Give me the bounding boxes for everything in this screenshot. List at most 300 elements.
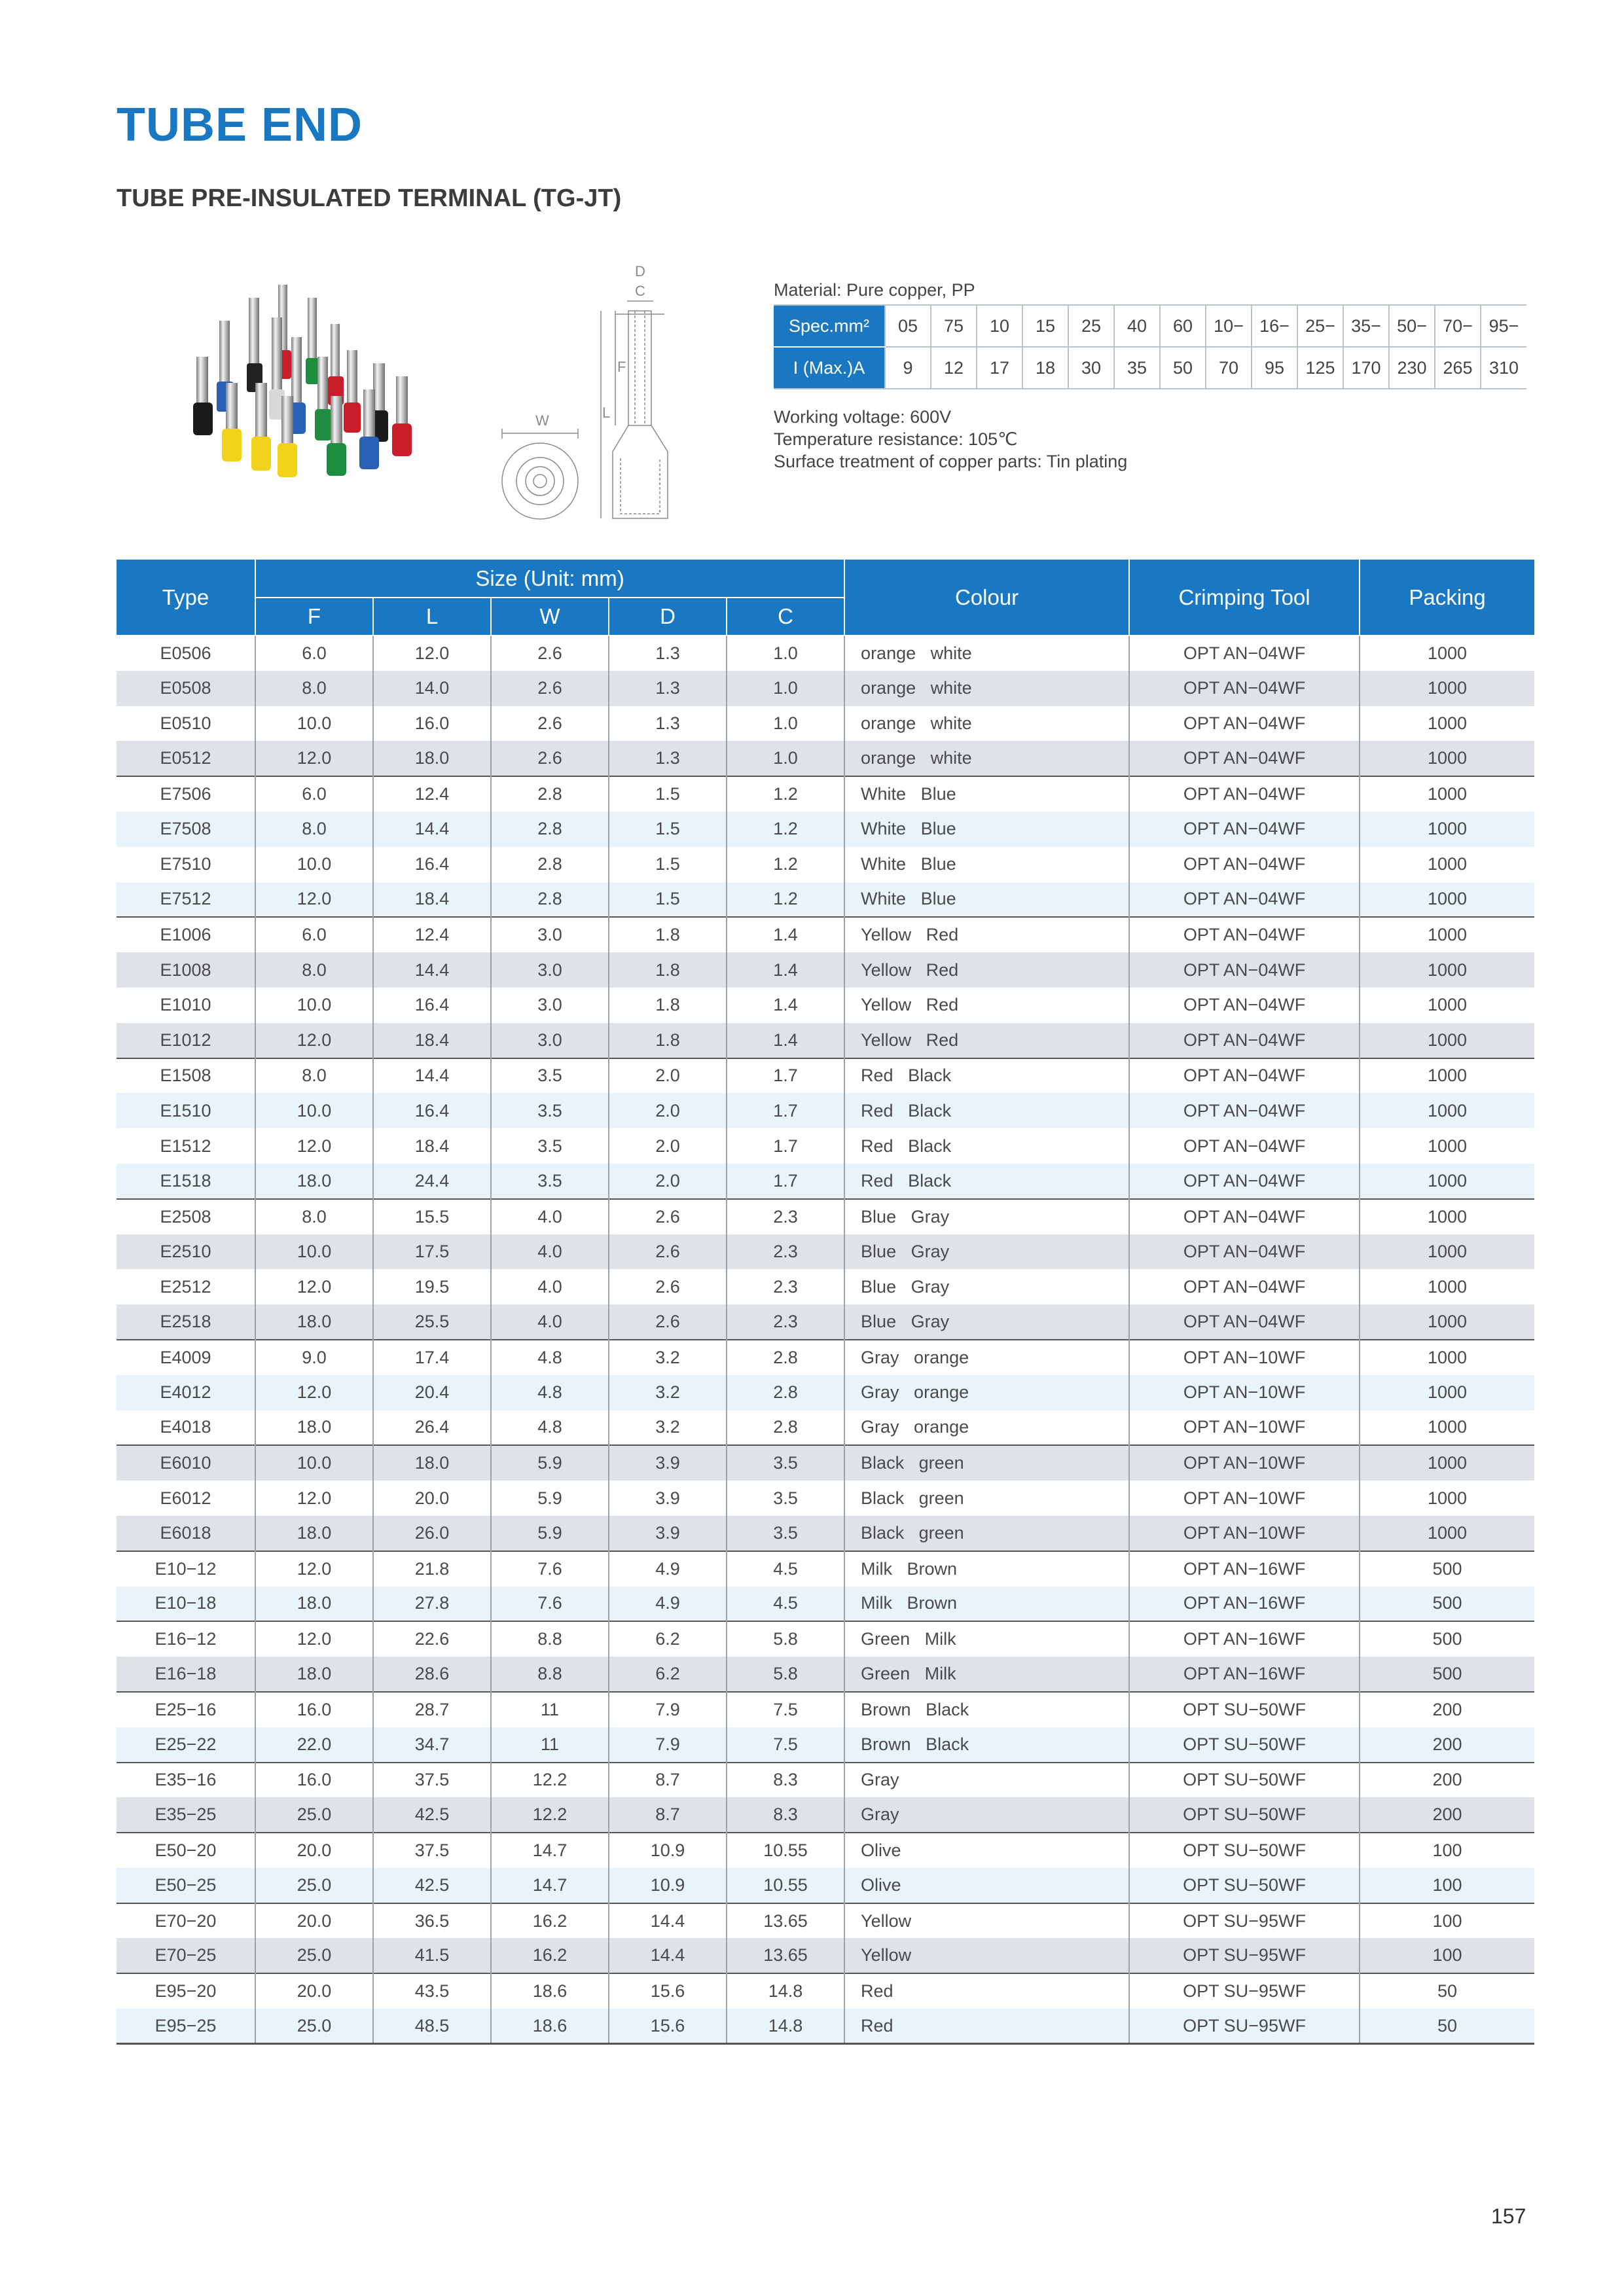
cell-l: 16.4 (373, 847, 491, 882)
cell-tool: OPT AN−10WF (1129, 1410, 1360, 1446)
cell-w: 16.2 (491, 1938, 609, 1973)
header-packing: Packing (1360, 560, 1534, 636)
cell-colour: Yellow Red (844, 917, 1129, 952)
spec-cell: 75 (931, 305, 977, 347)
cell-colour: Yellow (844, 1938, 1129, 1973)
cell-f: 8.0 (255, 671, 373, 706)
cell-f: 6.0 (255, 776, 373, 812)
cell-w: 2.8 (491, 882, 609, 918)
cell-packing: 100 (1360, 1903, 1534, 1939)
cell-f: 20.0 (255, 1903, 373, 1939)
cell-colour: Brown Black (844, 1727, 1129, 1763)
cell-tool: OPT SU−50WF (1129, 1833, 1360, 1868)
cell-c: 13.65 (727, 1903, 844, 1939)
cell-type: E1008 (117, 952, 255, 988)
table-row (117, 882, 1534, 918)
cell-f: 20.0 (255, 1973, 373, 2009)
table-row (117, 706, 1534, 742)
plating-note: Surface treatment of copper parts: Tin plating (774, 452, 1128, 471)
cell-w: 8.8 (491, 1657, 609, 1692)
technical-drawing (484, 262, 733, 530)
cell-packing: 1000 (1428, 854, 1468, 874)
cell-colour: Red Black (844, 1164, 1129, 1199)
cell-w: 2.8 (491, 847, 609, 882)
current-cell: 125 (1297, 347, 1343, 389)
cell-f: 12.0 (255, 1621, 373, 1657)
cell-packing: 1000 (1428, 748, 1468, 768)
cell-type: E16−12 (117, 1621, 255, 1657)
cell-type: E16−18 (117, 1657, 255, 1692)
cell-l: 12.0 (373, 636, 491, 671)
cell-l: 18.4 (373, 1128, 491, 1164)
table-row (117, 1657, 1534, 1692)
cell-tool: OPT SU−95WF (1129, 1973, 1360, 2009)
cell-tool: OPT AN−04WF (1129, 776, 1360, 812)
cell-tool: OPT AN−04WF (1129, 706, 1360, 742)
cell-d: 3.2 (609, 1375, 727, 1410)
table-row (117, 917, 1534, 952)
cell-c: 2.3 (727, 1269, 844, 1304)
spec-cell: 16− (1252, 305, 1297, 347)
cell-l: 18.4 (373, 882, 491, 918)
cell-type: E70−25 (117, 1938, 255, 1973)
cell-packing: 1000 (1428, 678, 1468, 698)
cell-c: 5.8 (727, 1657, 844, 1692)
table-row (117, 1763, 1534, 1798)
cell-colour: White Blue (844, 882, 1129, 918)
cell-w: 2.8 (491, 776, 609, 812)
table-row (117, 1199, 1534, 1234)
cell-d: 2.6 (609, 1199, 727, 1234)
cell-packing: 1000 (1428, 819, 1468, 839)
header-type: Type (117, 560, 255, 636)
spec-cell: 95− (1481, 305, 1526, 347)
header-d: D (609, 598, 727, 636)
header-f: F (255, 598, 373, 636)
cell-f: 10.0 (255, 1445, 373, 1480)
cell-c: 7.5 (727, 1692, 844, 1727)
cell-type: E7510 (117, 847, 255, 882)
current-cell: 95 (1252, 347, 1297, 389)
cell-tool: OPT AN−04WF (1129, 917, 1360, 952)
cell-colour: Gray orange (844, 1375, 1129, 1410)
cell-d: 1.8 (609, 1023, 727, 1058)
cell-type: E4009 (117, 1340, 255, 1375)
cell-w: 2.8 (491, 812, 609, 847)
cell-l: 19.5 (373, 1269, 491, 1304)
cell-f: 22.0 (255, 1727, 373, 1763)
cell-type: E35−25 (117, 1797, 255, 1833)
spec-cell: 50− (1389, 305, 1435, 347)
cell-d: 1.5 (609, 812, 727, 847)
cell-l: 43.5 (373, 1973, 491, 2009)
cell-type: E4018 (117, 1410, 255, 1446)
cell-w: 4.0 (491, 1304, 609, 1340)
cell-tool: OPT AN−04WF (1129, 812, 1360, 847)
cell-d: 2.6 (609, 1234, 727, 1270)
table-row (117, 1692, 1534, 1727)
header-crimping-tool: Crimping Tool (1129, 560, 1360, 636)
cell-l: 24.4 (373, 1164, 491, 1199)
cell-colour: Green Milk (844, 1657, 1129, 1692)
cell-colour: Green Milk (844, 1621, 1129, 1657)
cell-tool: OPT AN−04WF (1129, 1269, 1360, 1304)
cell-colour: Red Black (844, 1093, 1129, 1128)
cell-w: 11 (491, 1692, 609, 1727)
cell-l: 14.4 (373, 952, 491, 988)
dim-label-d: D (635, 263, 645, 279)
cell-f: 10.0 (255, 847, 373, 882)
cell-d: 6.2 (609, 1621, 727, 1657)
cell-packing: 500 (1432, 1593, 1462, 1613)
cell-w: 12.2 (491, 1763, 609, 1798)
cell-type: E2508 (117, 1199, 255, 1234)
cell-type: E1512 (117, 1128, 255, 1164)
cell-w: 14.7 (491, 1833, 609, 1868)
cell-c: 14.8 (727, 1973, 844, 2009)
header-l: L (373, 598, 491, 636)
cell-d: 7.9 (609, 1692, 727, 1727)
cell-c: 2.3 (727, 1234, 844, 1270)
cell-l: 48.5 (373, 2009, 491, 2044)
table-row (117, 1797, 1534, 1833)
spec-cell: 25− (1297, 305, 1343, 347)
cell-w: 5.9 (491, 1480, 609, 1516)
cell-l: 42.5 (373, 1797, 491, 1833)
cell-d: 1.5 (609, 882, 727, 918)
cell-w: 4.0 (491, 1234, 609, 1270)
cell-l: 14.4 (373, 812, 491, 847)
dim-label-c: C (635, 283, 645, 299)
cell-l: 28.7 (373, 1692, 491, 1727)
cell-l: 18.4 (373, 1023, 491, 1058)
cell-type: E2518 (117, 1304, 255, 1340)
cell-type: E1518 (117, 1164, 255, 1199)
cell-type: E1012 (117, 1023, 255, 1058)
cell-tool: OPT AN−04WF (1129, 988, 1360, 1023)
cell-packing: 200 (1360, 1763, 1534, 1798)
table-row (117, 952, 1534, 988)
cell-c: 1.0 (727, 636, 844, 671)
cell-f: 6.0 (255, 917, 373, 952)
voltage-note: Working voltage: 600V (774, 407, 952, 427)
cell-tool: OPT AN−04WF (1129, 1023, 1360, 1058)
dim-label-w: W (535, 412, 549, 429)
cell-packing: 1000 (1428, 1382, 1468, 1403)
cell-l: 21.8 (373, 1551, 491, 1587)
cell-c: 1.0 (727, 671, 844, 706)
cell-tool: OPT AN−10WF (1129, 1480, 1360, 1516)
cell-colour: Olive (844, 1833, 1129, 1868)
current-cell: 265 (1435, 347, 1481, 389)
cell-type: E10−12 (117, 1551, 255, 1587)
cell-d: 3.9 (609, 1516, 727, 1551)
cell-colour: Red Black (844, 1058, 1129, 1094)
cell-c: 13.65 (727, 1938, 844, 1973)
cell-type: E4012 (117, 1375, 255, 1410)
cell-f: 10.0 (255, 1234, 373, 1270)
cell-c: 2.8 (727, 1410, 844, 1446)
cell-colour: White Blue (844, 812, 1129, 847)
cell-tool: OPT AN−16WF (1129, 1657, 1360, 1692)
product-photo (134, 272, 468, 507)
cell-packing: 1000 (1360, 917, 1534, 952)
cell-l: 42.5 (373, 1868, 491, 1903)
cell-l: 27.8 (373, 1587, 491, 1622)
cell-c: 8.3 (727, 1797, 844, 1833)
table-row (117, 847, 1534, 882)
page-subtitle: TUBE PRE-INSULATED TERMINAL (TG-JT) (117, 185, 622, 212)
cell-packing: 100 (1432, 1945, 1462, 1965)
cell-colour: Milk Brown (844, 1587, 1129, 1622)
current-cell: 17 (977, 347, 1022, 389)
cell-tool: OPT AN−04WF (1129, 1058, 1360, 1094)
cell-w: 2.6 (491, 706, 609, 742)
cell-d: 1.8 (609, 917, 727, 952)
cell-l: 18.0 (373, 741, 491, 776)
cell-l: 17.4 (373, 1340, 491, 1375)
cell-type: E1508 (117, 1058, 255, 1094)
header-colour: Colour (844, 560, 1129, 636)
cell-f: 16.0 (255, 1763, 373, 1798)
cell-c: 2.8 (727, 1340, 844, 1375)
header-c: C (727, 598, 844, 636)
cell-c: 1.7 (727, 1093, 844, 1128)
cell-l: 22.6 (373, 1621, 491, 1657)
cell-c: 1.7 (727, 1164, 844, 1199)
cell-tool: OPT AN−10WF (1129, 1516, 1360, 1551)
cell-w: 8.8 (491, 1621, 609, 1657)
cell-c: 1.0 (727, 706, 844, 742)
table-row (117, 1410, 1534, 1446)
current-cell: 9 (885, 347, 931, 389)
cell-f: 25.0 (255, 1797, 373, 1833)
temperature-note: Temperature resistance: 105℃ (774, 429, 1018, 449)
current-cell: 30 (1068, 347, 1114, 389)
current-cell: 170 (1343, 347, 1389, 389)
cell-c: 2.3 (727, 1304, 844, 1340)
cell-f: 18.0 (255, 1516, 373, 1551)
table-row (117, 1621, 1534, 1657)
cell-d: 8.7 (609, 1763, 727, 1798)
table-row (117, 812, 1534, 847)
table-row (117, 1128, 1534, 1164)
cell-l: 28.6 (373, 1657, 491, 1692)
cell-d: 2.0 (609, 1093, 727, 1128)
cell-d: 1.5 (609, 776, 727, 812)
cell-w: 11 (491, 1727, 609, 1763)
cell-packing: 200 (1360, 1692, 1534, 1727)
cell-colour: Yellow Red (844, 1023, 1129, 1058)
cell-f: 8.0 (255, 812, 373, 847)
cell-w: 18.6 (491, 2009, 609, 2044)
table-row (117, 1058, 1534, 1094)
cell-c: 10.55 (727, 1833, 844, 1868)
page-number: 157 (1491, 2204, 1526, 2228)
cell-w: 7.6 (491, 1551, 609, 1587)
cell-d: 4.9 (609, 1587, 727, 1622)
cell-type: E25−16 (117, 1692, 255, 1727)
cell-tool: OPT SU−50WF (1129, 1763, 1360, 1798)
cell-c: 3.5 (727, 1516, 844, 1551)
dim-label-l: L (602, 404, 611, 421)
cell-l: 12.4 (373, 776, 491, 812)
cell-w: 2.6 (491, 741, 609, 776)
cell-f: 18.0 (255, 1657, 373, 1692)
cell-w: 3.0 (491, 952, 609, 988)
table-row (117, 1234, 1534, 1270)
cell-f: 12.0 (255, 1023, 373, 1058)
material-text: Material: Pure copper, PP (774, 280, 975, 300)
cell-packing: 1000 (1428, 1417, 1468, 1437)
cell-w: 4.0 (491, 1269, 609, 1304)
page-title: TUBE END (117, 99, 363, 151)
table-row (117, 1833, 1534, 1868)
cell-f: 18.0 (255, 1587, 373, 1622)
cell-c: 1.4 (727, 952, 844, 988)
cell-f: 25.0 (255, 1868, 373, 1903)
spec-cell: 10− (1206, 305, 1252, 347)
spec-cell: 25 (1068, 305, 1114, 347)
cell-d: 1.3 (609, 671, 727, 706)
table-row (117, 1516, 1534, 1551)
cell-d: 2.0 (609, 1058, 727, 1094)
spec-notes (774, 406, 1127, 473)
spec-row (774, 305, 1526, 347)
cell-d: 2.0 (609, 1128, 727, 1164)
table-row (117, 1023, 1534, 1058)
cell-d: 15.6 (609, 1973, 727, 2009)
cell-colour: Olive (844, 1868, 1129, 1903)
cell-packing: 1000 (1428, 1276, 1468, 1297)
cell-type: E7508 (117, 812, 255, 847)
cell-type: E6010 (117, 1445, 255, 1480)
cell-f: 18.0 (255, 1304, 373, 1340)
cell-f: 8.0 (255, 952, 373, 988)
table-row (117, 741, 1534, 776)
cell-colour: Yellow Red (844, 988, 1129, 1023)
cell-d: 3.2 (609, 1410, 727, 1446)
cell-d: 1.3 (609, 741, 727, 776)
cell-packing: 100 (1360, 1833, 1534, 1868)
cell-packing: 1000 (1360, 1340, 1534, 1375)
cell-l: 16.0 (373, 706, 491, 742)
cell-f: 20.0 (255, 1833, 373, 1868)
cell-tool: OPT AN−16WF (1129, 1551, 1360, 1587)
cell-f: 10.0 (255, 988, 373, 1023)
table-row (117, 1093, 1534, 1128)
cell-f: 8.0 (255, 1058, 373, 1094)
cell-d: 14.4 (609, 1903, 727, 1939)
cell-c: 2.3 (727, 1199, 844, 1234)
cell-d: 3.2 (609, 1340, 727, 1375)
cell-colour: Gray (844, 1797, 1129, 1833)
cell-d: 6.2 (609, 1657, 727, 1692)
cell-tool: OPT SU−50WF (1129, 1692, 1360, 1727)
cell-d: 2.0 (609, 1164, 727, 1199)
cell-colour: Black green (844, 1516, 1129, 1551)
table-row (117, 1164, 1534, 1199)
cell-l: 37.5 (373, 1763, 491, 1798)
cell-colour: White Blue (844, 776, 1129, 812)
cell-d: 2.6 (609, 1269, 727, 1304)
spec-cell: 05 (885, 305, 931, 347)
cell-packing: 1000 (1428, 1030, 1468, 1050)
cell-tool: OPT SU−95WF (1129, 1938, 1360, 1973)
cell-l: 17.5 (373, 1234, 491, 1270)
cell-d: 1.3 (609, 706, 727, 742)
cell-d: 1.5 (609, 847, 727, 882)
cell-tool: OPT AN−04WF (1129, 1128, 1360, 1164)
cell-packing: 500 (1360, 1621, 1534, 1657)
cell-tool: OPT SU−95WF (1129, 2009, 1360, 2044)
cell-packing: 1000 (1360, 776, 1534, 812)
current-cell: 230 (1389, 347, 1435, 389)
cell-tool: OPT AN−10WF (1129, 1375, 1360, 1410)
cell-colour: Yellow Red (844, 952, 1129, 988)
cell-packing: 1000 (1428, 713, 1468, 733)
table-row (117, 1375, 1534, 1410)
table-row (117, 1868, 1534, 1903)
cell-type: E1006 (117, 917, 255, 952)
cell-w: 3.0 (491, 988, 609, 1023)
cell-packing: 1000 (1360, 1445, 1534, 1480)
cell-w: 3.5 (491, 1164, 609, 1199)
table-row (117, 1480, 1534, 1516)
cell-type: E6012 (117, 1480, 255, 1516)
cell-l: 16.4 (373, 1093, 491, 1128)
cell-packing: 1000 (1428, 995, 1468, 1015)
cell-w: 4.8 (491, 1340, 609, 1375)
cell-packing: 1000 (1428, 1136, 1468, 1156)
cell-f: 12.0 (255, 741, 373, 776)
cell-f: 12.0 (255, 1128, 373, 1164)
cell-packing: 200 (1432, 1804, 1462, 1825)
cell-packing: 50 (1360, 1973, 1534, 2009)
spec-label: Spec.mm² (774, 305, 885, 347)
cell-type: E95−20 (117, 1973, 255, 2009)
table-row (117, 1269, 1534, 1304)
cell-c: 8.3 (727, 1763, 844, 1798)
cell-c: 1.2 (727, 776, 844, 812)
table-row (117, 671, 1534, 706)
cell-tool: OPT AN−04WF (1129, 1304, 1360, 1340)
cell-l: 36.5 (373, 1903, 491, 1939)
cell-l: 26.4 (373, 1410, 491, 1446)
cell-d: 7.9 (609, 1727, 727, 1763)
cell-type: E7512 (117, 882, 255, 918)
cell-l: 14.4 (373, 1058, 491, 1094)
cell-packing: 50 (1360, 2009, 1534, 2044)
cell-tool: OPT AN−04WF (1129, 636, 1360, 671)
cell-packing: 1000 (1428, 1522, 1468, 1543)
cell-c: 7.5 (727, 1727, 844, 1763)
table-row (117, 1587, 1534, 1622)
table-row (117, 1727, 1534, 1763)
spec-cell: 40 (1114, 305, 1160, 347)
cell-type: E95−25 (117, 2009, 255, 2044)
current-label: I (Max.)A (774, 347, 885, 389)
cell-d: 15.6 (609, 2009, 727, 2044)
cell-d: 3.9 (609, 1480, 727, 1516)
cell-tool: OPT SU−50WF (1129, 1727, 1360, 1763)
cell-c: 1.2 (727, 882, 844, 918)
cell-tool: OPT AN−04WF (1129, 741, 1360, 776)
current-cell: 50 (1160, 347, 1206, 389)
cell-d: 14.4 (609, 1938, 727, 1973)
cell-w: 16.2 (491, 1903, 609, 1939)
cell-w: 3.5 (491, 1128, 609, 1164)
